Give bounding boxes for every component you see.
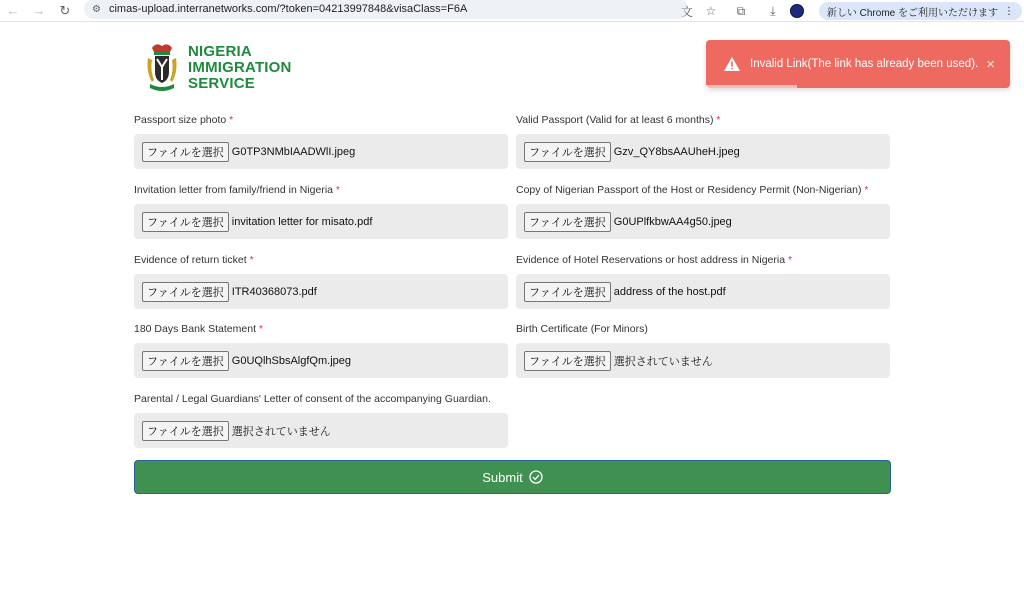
logo-line-1: NIGERIA [188,43,252,60]
back-icon[interactable]: ← [6,3,20,18]
file-name: ITR40368073.pdf [231,285,317,298]
file-input[interactable] [134,413,508,448]
error-toast [706,40,1010,88]
file-input[interactable] [516,134,890,169]
logo-line-2: IMMIGRATION [188,59,292,76]
field-label: Evidence of Hotel Reservations or host address in Nigeria * [516,254,793,266]
choose-file-button[interactable]: ファイルを選択 [524,212,611,232]
file-name: G0TP3NMbIAADWlI.jpeg [231,145,356,158]
field-label: Evidence of return ticket * [134,254,254,266]
submit-button[interactable] [134,460,891,494]
field-guardian-consent [134,393,508,448]
avatar [790,4,804,18]
coat-of-arms-icon [144,42,180,94]
field-label: Invitation letter from family/friend in Nigeria * [134,184,341,196]
file-name: 選択されていません [613,355,713,368]
file-input[interactable] [134,343,508,378]
file-input[interactable] [516,204,890,239]
field-label: Passport size photo * [134,114,234,126]
field-passport-photo [134,114,508,169]
nigeria-immigration-logo [144,42,292,94]
file-name: invitation letter for misato.pdf [231,215,373,228]
field-label: Parental / Legal Guardians' Letter of consent of the accompanying Guardian. [134,393,491,405]
menu-icon: ⋮ [1004,5,1014,17]
translate-icon[interactable]: 文 [680,4,693,19]
choose-file-button[interactable]: ファイルを選択 [524,351,611,371]
field-invitation-letter [134,184,508,239]
choose-file-button[interactable]: ファイルを選択 [142,421,229,441]
file-input[interactable] [134,274,508,309]
browser-toolbar [0,0,1024,22]
logo-text [188,44,292,92]
file-input[interactable] [134,204,508,239]
file-name: address of the host.pdf [613,285,726,298]
toast-progress-bar [706,85,797,88]
chrome-update-button[interactable] [819,2,1022,20]
browser-actions [675,0,1024,22]
field-label: Birth Certificate (For Minors) [516,323,648,335]
extensions-icon[interactable]: ⧉ [736,3,746,18]
reload-icon[interactable]: ↻ [59,2,71,18]
file-name: 選択されていません [231,425,331,438]
file-input[interactable] [516,343,890,378]
file-name: Gzv_QY8bsAAUheH.jpeg [613,145,740,158]
close-icon[interactable]: × [986,55,995,73]
profile-avatar[interactable] [785,0,809,22]
file-input[interactable] [134,134,508,169]
download-icon[interactable]: ⤓ [770,3,776,18]
choose-file-button[interactable]: ファイルを選択 [524,282,611,302]
field-label: Valid Passport (Valid for at least 6 months) * [516,114,721,126]
warning-icon [724,57,740,71]
check-circle-icon [529,470,543,484]
choose-file-button[interactable]: ファイルを選択 [142,212,229,232]
field-host-passport [516,184,890,239]
field-label: Copy of Nigerian Passport of the Host or Residency Permit (Non-Nigerian) * [516,184,869,196]
field-bank-statement [134,323,508,378]
field-birth-certificate [516,323,890,378]
file-name: G0UPlfkbwAA4g50.jpeg [613,215,732,228]
choose-file-button[interactable]: ファイルを選択 [524,142,611,162]
choose-file-button[interactable]: ファイルを選択 [142,351,229,371]
address-bar[interactable] [84,0,688,19]
file-name: G0UQlhSbsAlgfQm.jpeg [231,354,351,367]
choose-file-button[interactable]: ファイルを選択 [142,142,229,162]
star-icon[interactable]: ☆ [705,4,717,18]
field-label: 180 Days Bank Statement * [134,323,264,335]
field-return-ticket [134,254,508,309]
forward-icon[interactable]: → [32,3,46,18]
toast-message: Invalid Link(The link has already been used). [750,58,979,70]
choose-file-button[interactable]: ファイルを選択 [142,282,229,302]
field-valid-passport [516,114,890,169]
site-info-icon[interactable]: ⚙ [92,3,101,15]
logo-line-3: SERVICE [188,75,255,92]
file-input[interactable] [516,274,890,309]
url-text[interactable]: cimas-upload.interranetworks.com/?token=04213997848&visaClass=F6A [108,3,468,15]
submit-label: Submit [482,469,523,485]
field-hotel-reservation [516,254,890,309]
update-label: 新しい Chrome をご利用いただけます [826,7,998,19]
